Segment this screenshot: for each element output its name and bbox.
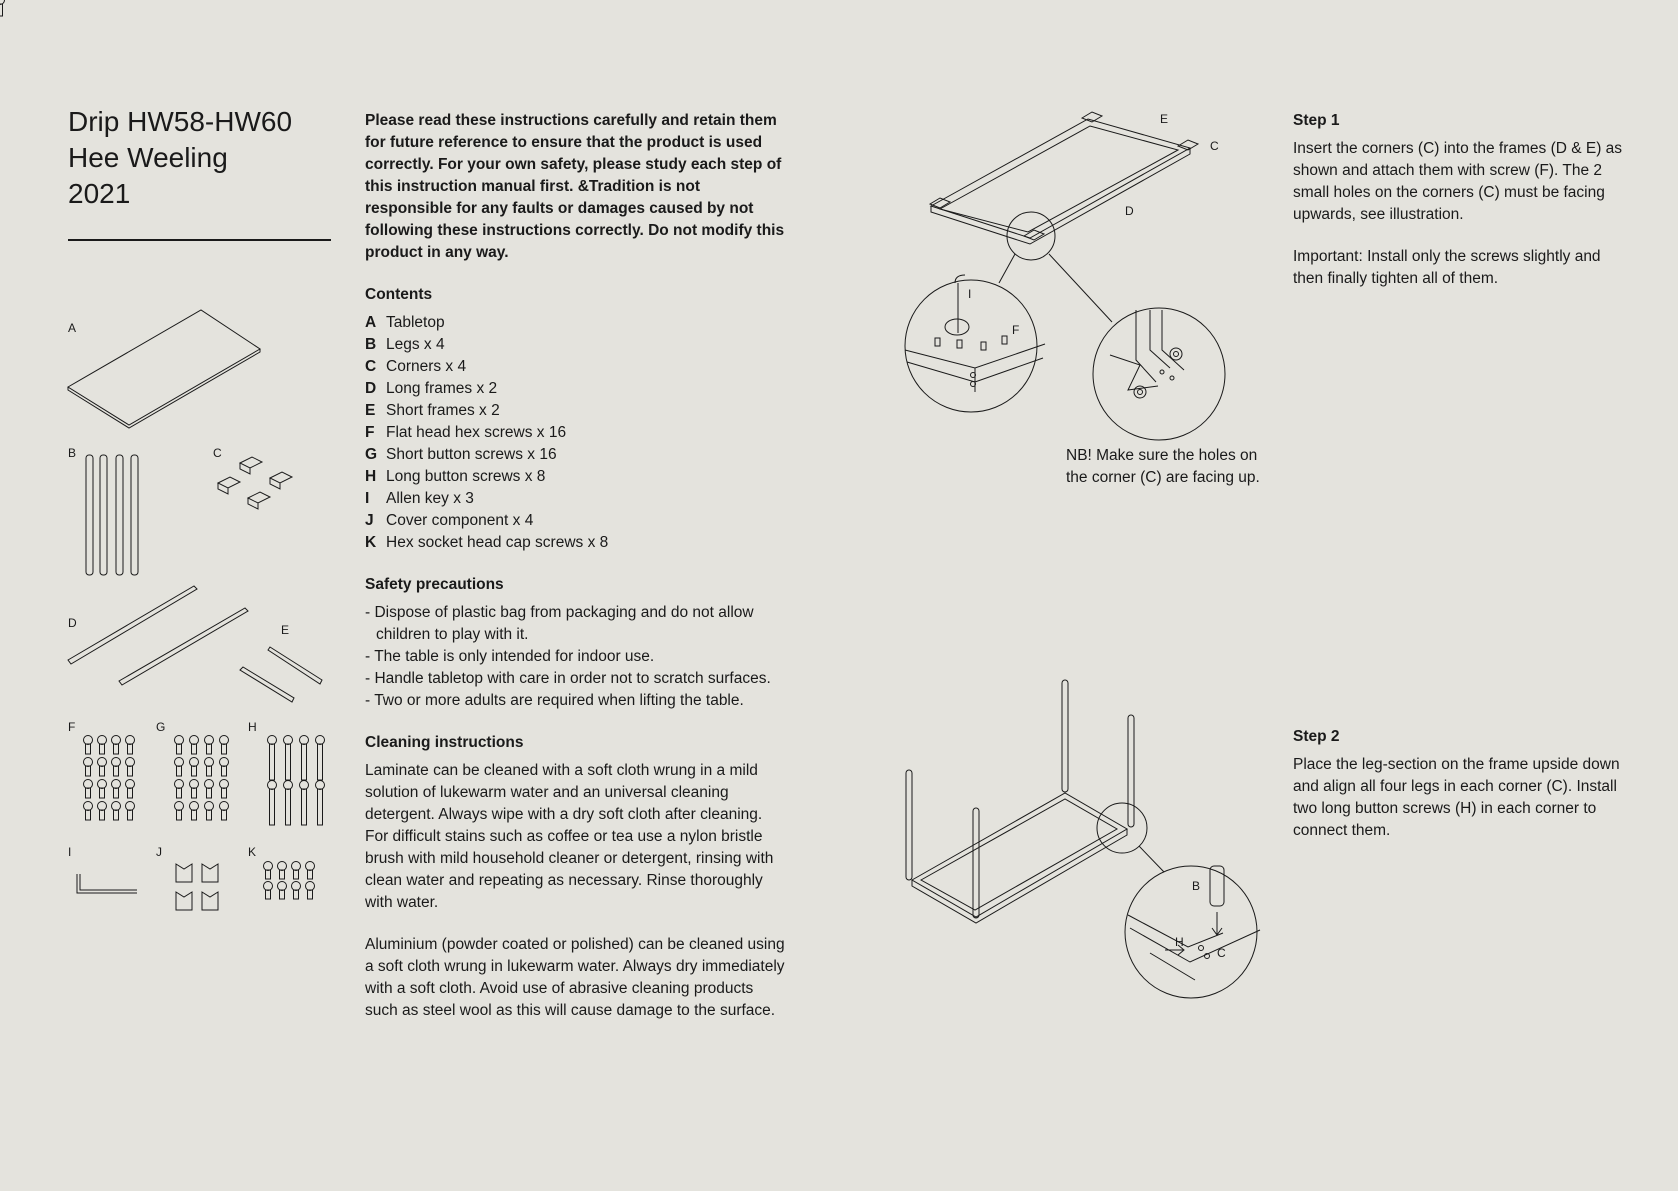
part-label-c: C xyxy=(213,446,222,460)
step1-label-f: F xyxy=(1012,323,1020,337)
cleaning-laminate-text: Laminate can be cleaned with a soft cloth wrung in a mild solution of lukewarm water and an universal cleaning detergent. Always wipe with a dry soft cloth after cleaning. For difficult stains such as coffee or tea use a nylon bristle brush with mild household cleaner or detergent, rinsing with clean water and repeating as necessary. Rinse thoroughly with water. xyxy=(365,762,774,911)
list-item: C Corners x 4 xyxy=(365,358,467,375)
list-item: - The table is only intended for indoor use. xyxy=(365,648,655,665)
list-item: H Long button screws x 8 xyxy=(365,468,546,485)
step1-important: Important: Install only the screws slightly and then finally tighten all of them. xyxy=(1293,248,1601,287)
list-item: F Flat head hex screws x 16 xyxy=(365,424,567,441)
part-label-d: D xyxy=(68,616,77,630)
step1-label-c: C xyxy=(1210,139,1219,153)
step1-instructions: Insert the corners (C) into the frames (D & E) as shown and attach them with screw (F). The 2 small holes on the corners (C) must be facing upwards, see illustration. xyxy=(1293,140,1623,223)
year: 2021 xyxy=(68,178,131,209)
contents-heading: Contents xyxy=(365,286,433,303)
step1-label-i: I xyxy=(968,287,972,301)
part-label-b: B xyxy=(68,446,77,460)
list-item: D Long frames x 2 xyxy=(365,380,498,397)
cleaning-heading: Cleaning instructions xyxy=(365,734,524,751)
list-item: - Two or more adults are required when lifting the table. xyxy=(365,692,744,709)
intro-text: Please read these instructions carefully and retain them for future reference to ensure that the product is used correctly. For your own safety, please study each step of this instruction manual first. &Tradition is not responsible for any faults or damages caused by not following these instructions correctly. Do not modify this product in any way. xyxy=(365,112,785,261)
part-label-g: G xyxy=(156,720,166,734)
step1-note: NB! Make sure the holes on the corner (C) are facing up. xyxy=(1066,447,1260,486)
step2-instructions: Place the leg-section on the frame upside down and align all four legs in each corner (C). Install two long button screws (H) in each corner to connect them. xyxy=(1293,756,1620,839)
step2-label-b: B xyxy=(1192,879,1201,893)
step1-label-d: D xyxy=(1125,204,1134,218)
cleaning-aluminium-text: Aluminium (powder coated or polished) can be cleaned using a soft cloth wrung in lukewarm water. Always dry immediately with a soft cloth. Avoid use of abrasive cleaning products such as steel wool as this will cause damage to the surface. xyxy=(365,936,785,1019)
part-label-f: F xyxy=(68,720,76,734)
designer-name: Hee Weeling xyxy=(68,142,228,173)
leg-section-diagram xyxy=(906,680,1134,923)
detail-callout-circle xyxy=(1097,803,1147,853)
safety-heading: Safety precautions xyxy=(365,576,504,593)
list-item: J Cover component x 4 xyxy=(365,512,534,529)
list-item: G Short button screws x 16 xyxy=(365,446,557,463)
list-item: A Tabletop xyxy=(365,314,445,331)
step2-heading: Step 2 xyxy=(1293,728,1340,745)
list-item-continued: children to play with it. xyxy=(376,626,529,643)
product-name: Drip HW58-HW60 xyxy=(68,106,293,137)
part-label-i: I xyxy=(68,845,72,859)
list-item: I Allen key x 3 xyxy=(365,490,474,507)
list-item: - Handle tabletop with care in order not to scratch surfaces. xyxy=(365,670,771,687)
part-label-a: A xyxy=(68,321,77,335)
list-item: E Short frames x 2 xyxy=(365,402,500,419)
list-item: B Legs x 4 xyxy=(365,336,445,353)
part-label-h: H xyxy=(248,720,257,734)
part-label-e: E xyxy=(281,623,290,637)
part-label-k: K xyxy=(248,845,257,859)
step2-text xyxy=(1293,726,1623,842)
step2-label-h: H xyxy=(1175,935,1184,949)
callout-line xyxy=(1139,846,1164,872)
step2-label-c: C xyxy=(1217,946,1226,960)
step1-heading: Step 1 xyxy=(1293,112,1340,129)
part-label-j: J xyxy=(156,845,162,859)
list-item: - Dispose of plastic bag from packaging and do not allow xyxy=(365,604,754,621)
list-item: K Hex socket head cap screws x 8 xyxy=(365,534,609,551)
step1-label-e: E xyxy=(1160,112,1169,126)
